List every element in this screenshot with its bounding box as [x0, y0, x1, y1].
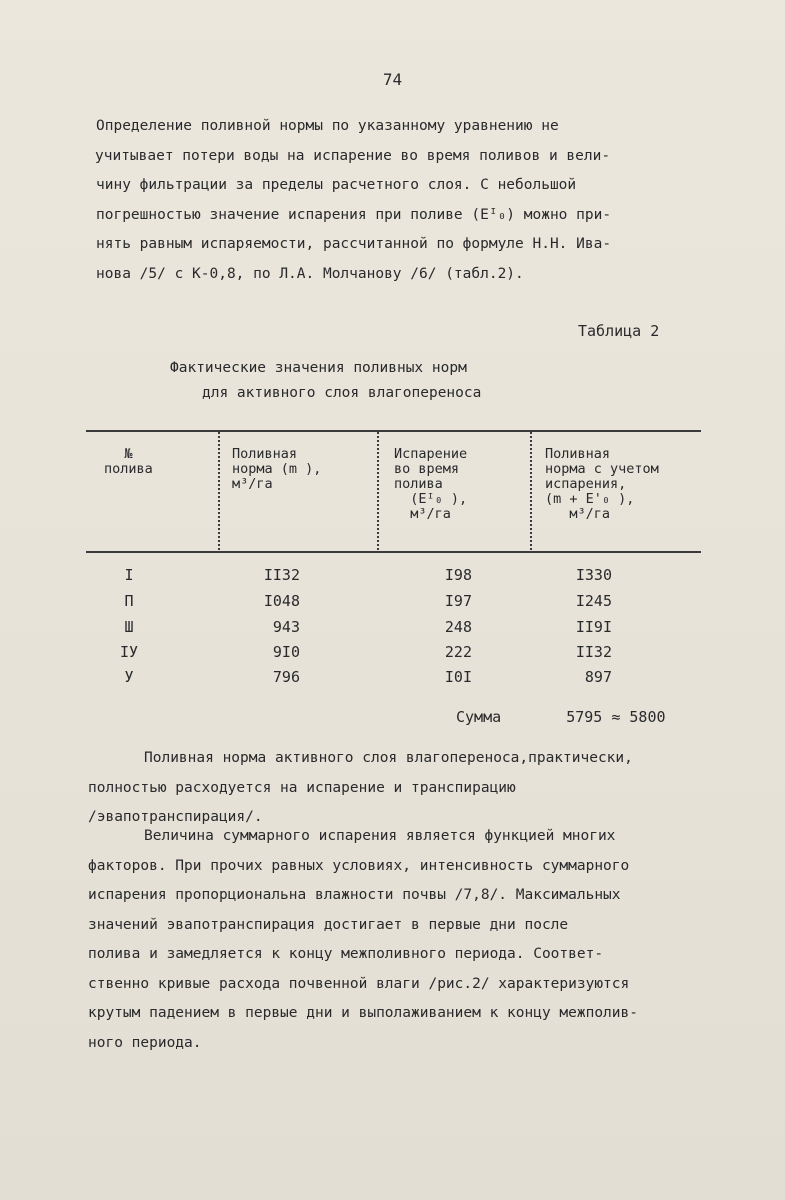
table-row	[0, 618, 785, 644]
cell-norm: II32	[263, 566, 300, 584]
cell-norm: I048	[263, 592, 300, 610]
text-line: факторов. При прочих равных условиях, интенсивность суммарного	[88, 857, 630, 874]
table-header-rule	[86, 551, 701, 553]
header-line: м³/га	[545, 506, 611, 522]
text-line: /эвапотранспирация/.	[88, 809, 263, 825]
header-line: полива	[394, 476, 443, 492]
text-line: Определение поливной нормы по указанному уравнению не	[96, 118, 559, 134]
header-line: (m + E'₀ ),	[545, 491, 635, 507]
cell-evaporation: 222	[444, 643, 472, 661]
paragraph-3	[88, 822, 638, 1058]
text-line: испарения пропорциональна влажности почвы /7,8/. Максимальных	[88, 887, 621, 903]
header-line: полива	[104, 461, 153, 477]
cell-total: II9I	[575, 618, 612, 636]
text-line: крутым падением в первые дни и выполаживанием к концу межполив-	[88, 1005, 638, 1021]
header-line: Испарение	[394, 446, 468, 462]
header-total	[545, 447, 659, 522]
cell-evaporation: I0I	[444, 668, 472, 686]
text-line: чину фильтрации за пределы расчетного слоя. С небольшой	[96, 177, 577, 193]
paragraph-2	[88, 744, 633, 833]
cell-evaporation: I98	[444, 566, 472, 584]
sum-value: 5795 ≈ 5800	[566, 708, 666, 726]
cell-norm: 943	[272, 618, 300, 636]
cell-number: У	[124, 668, 134, 686]
header-line: №	[124, 446, 133, 462]
header-line: м³/га	[232, 476, 273, 492]
cell-evaporation: 248	[444, 618, 472, 636]
text-line: полива и замедляется к концу межполивного периода. Соответ-	[88, 946, 604, 962]
text-line: погрешностью значение испарения при поливе (Eᴵ₀) можно при-	[96, 206, 612, 223]
text-line: полностью расходуется на испарение и транспирацию	[88, 779, 516, 796]
header-line: (Eᴵ₀ ),	[394, 491, 468, 507]
caption-line: для активного слоя влагопереноса	[202, 385, 482, 401]
table-row	[0, 592, 785, 618]
text-line: учитывает потери воды на испарение во время поливов и вели-	[95, 147, 611, 164]
caption-line: Фактические значения поливных норм	[170, 360, 467, 376]
table-row	[0, 566, 785, 592]
header-evaporation	[394, 447, 467, 522]
cell-number: П	[124, 592, 134, 610]
cell-total: I330	[575, 566, 612, 584]
table-row	[0, 668, 785, 694]
column-separator	[530, 432, 532, 550]
text-line: ного периода.	[88, 1034, 202, 1051]
text-line: Величина суммарного испарения является функцией многих	[144, 828, 616, 844]
cell-norm: 9I0	[272, 643, 300, 661]
text-line: значений эвапотранспирация достигает в первые дни после	[88, 916, 569, 933]
cell-total: I245	[575, 592, 612, 610]
cell-evaporation: I97	[444, 592, 472, 610]
page-number: 74	[382, 70, 403, 89]
header-line: норма с учетом	[545, 461, 659, 477]
cell-number: Ш	[124, 618, 134, 636]
table-top-rule	[86, 430, 701, 432]
table-caption	[170, 356, 481, 406]
header-line: во время	[394, 461, 460, 477]
cell-norm: 796	[272, 668, 300, 686]
sum-label: Сумма	[456, 708, 502, 726]
table-sum	[456, 708, 666, 726]
cell-total: II32	[575, 643, 612, 661]
header-norm	[232, 447, 321, 492]
text-line: ственно кривые расхода почвенной влаги /рис.2/ характеризуются	[88, 975, 630, 992]
column-separator	[218, 432, 220, 550]
cell-total: 897	[584, 668, 612, 686]
cell-number: IУ	[119, 643, 139, 661]
text-line: нова /5/ с К-0,8, по Л.А. Молчанову /6/ (табл.2).	[96, 265, 524, 282]
text-line: нять равным испаряемости, рассчитанной по формуле Н.Н. Ива-	[96, 236, 612, 252]
intro-paragraph	[96, 112, 611, 289]
header-line: норма (m ),	[232, 461, 322, 477]
table-label: Таблица 2	[578, 322, 660, 340]
header-number	[104, 447, 153, 477]
cell-number: I	[124, 566, 134, 584]
text-line: Поливная норма активного слоя влагопереноса,практически,	[144, 750, 633, 766]
header-line: испарения,	[545, 476, 627, 492]
header-line: Поливная	[232, 446, 298, 462]
header-line: Поливная	[545, 446, 611, 462]
table-row	[0, 643, 785, 669]
header-line: м³/га	[394, 506, 451, 522]
column-separator	[377, 432, 379, 550]
